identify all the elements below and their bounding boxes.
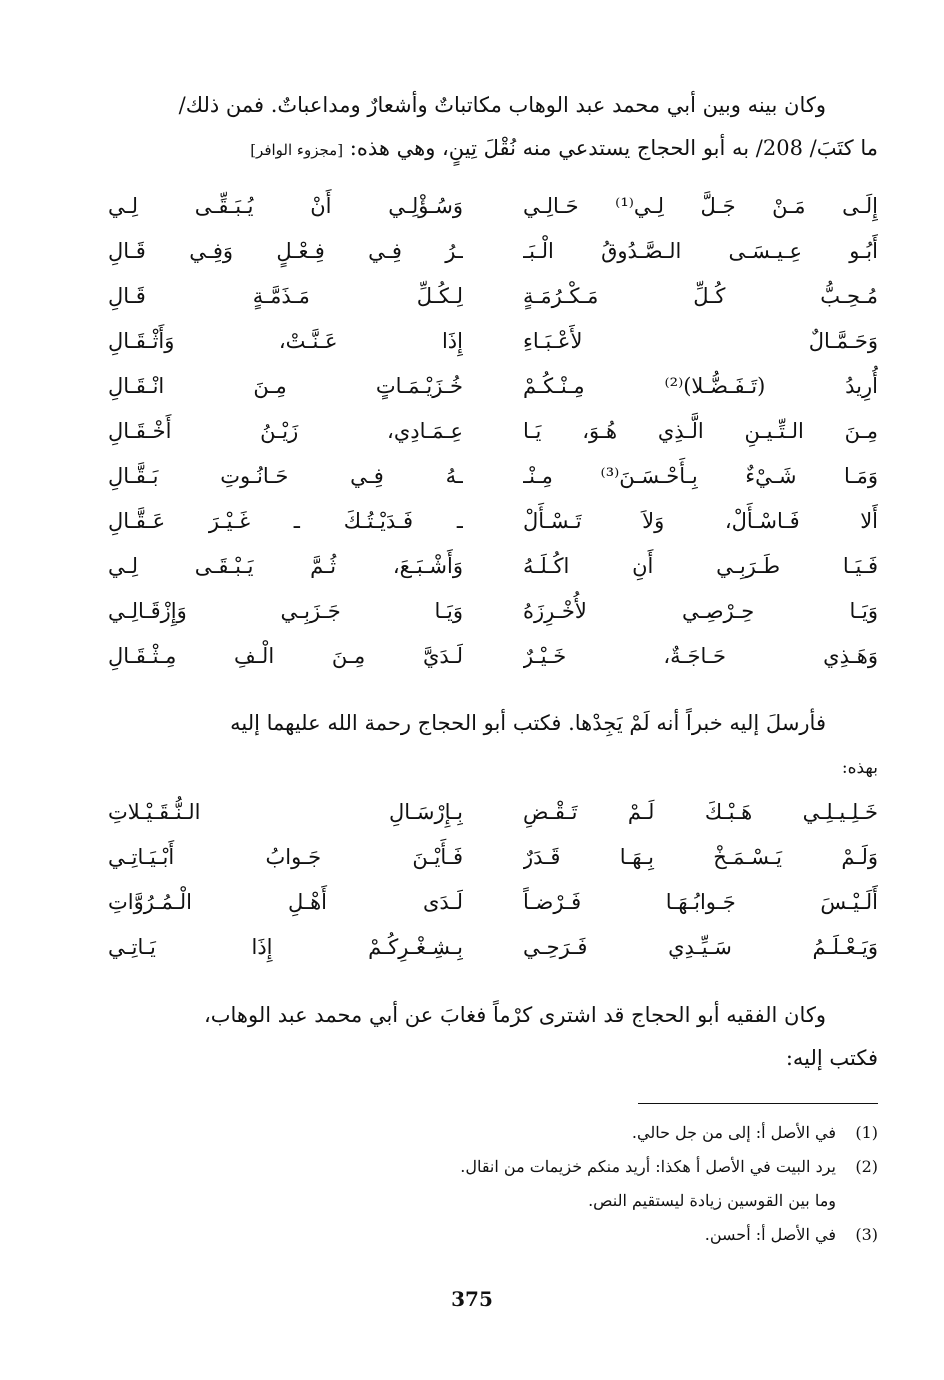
verse-second-hemistich: خُـزَيْـمَـاتٍ مِـنَ انْـقَـالِ [108,374,463,398]
intro-paragraph-text [108,84,878,172]
verse-second-hemistich: ـهُ فِـي حَـانُـوتِ بَـقَّـالِ [108,464,463,488]
verse-second-hemistich: ـ فَـدَيْـتُـكَ ـ غَـيْـرَ عَـقَّـالِ [108,509,463,533]
poem-verse [108,454,878,499]
verse-second-hemistich: لِـكُـلِّ مَـذَمَّـةٍ قَـالِ [108,284,463,308]
footnote-text: في الأصل أ: إلى من جل حالي. [631,1123,836,1142]
footnote-text: يرد البيت في الأصل أ هكذا: أريد منكم خزيمات من انقال. [460,1157,836,1176]
poem-verse [108,274,878,319]
verse-second-hemistich: فَـأَيْـنَ جَـوابُ أَبْـيَـاتِـي [108,845,463,869]
footnote [108,1116,878,1150]
verse-second-hemistich: بِـإِرْسَـالِ الـنُّـقَـيْـلاتِ [108,800,463,824]
verse-first-hemistich: أَلا فَـاسْـأَلْ، وَلاَ تَـسْـأَلْ [523,509,878,533]
verse-first-hemistich: وَهَـذِي حَـاجَـةٌ، خَـيْـرٌ [523,644,878,668]
verse-first-hemistich: خَـلِـيـلِـي هَـبْـكَ لَـمْ تَـقْـضِ [523,800,878,824]
verse-first-hemistich: وَيَـا حِـرْصِـي لأُخْـرِزَهُ [523,599,878,623]
closing-paragraph-text [108,994,878,1080]
poem-verse [108,634,878,679]
footnote [108,1150,878,1184]
intro-line-2: ما كتَبَ/ 208/ به أبو الحجاج يستدعي منه نُقْلَ تِينٍ، وهي هذه: [349,136,878,160]
poem-verse [108,880,878,925]
middle-paragraph [108,702,878,790]
verse-second-hemistich: لَـدَى أَهْـلِ الْـمُـرُوَّاتِ [108,890,463,914]
poem-verse [108,544,878,589]
poem-verse [108,184,878,229]
poem-verse [108,925,878,970]
verse-second-hemistich: وَيَـا جَـزَبِـي وَإِزْقَـالِـي [108,599,463,623]
closing-line-1: وكان الفقيه أبو الحجاج قد اشترى كرْماً فغابَ عن أبي محمد عبد الوهاب، [203,1003,826,1027]
verse-second-hemistich: إِذَا عَـنَّـتْ، وَأَثْـقَـالِ [108,329,463,353]
verse-first-hemistich: أَبُـو عِـيـسَـى الـصَّـدُوقُ الْـبَـ [523,239,878,263]
verse-first-hemistich: مُـحِـبُّ كُـلِّ مَـكْـرُمَـةٍ [523,284,878,308]
intro-line-1: وكان بينه وبين أبي محمد عبد الوهاب مكاتباتٌ وأشعارٌ ومداعباتٌ. فمن ذلك/ [178,93,826,117]
middle-line-1: فأرسلَ إليه خبراً أنه لَمْ يَجِدْها. فكتب أبو الحجاج رحمة الله عليهما إليه [230,711,826,735]
verse-first-hemistich: وَمَـا شَـيْءٌ بِـأَحْـسَـنَ⁽³⁾ مِـنْـ [523,464,878,488]
footnote-marker: (1) [855,1123,878,1142]
poem-one [108,184,878,679]
footnote-text: وما بين القوسين زيادة ليستقيم النص. [588,1191,836,1210]
poem-verse [108,319,878,364]
verse-second-hemistich: وَأَشْـبَـعَ، ثُـمَّ يَـبْـقَـى لِـي [108,554,463,578]
closing-line-2: فكتب إليه: [785,1046,878,1070]
footnote-separator [638,1103,878,1104]
closing-paragraph [108,994,878,1080]
verse-first-hemistich: مِـنَ الـتِّـيـنِ الَّـذِي هُـوَ، يَـا [523,419,878,443]
poem-verse [108,499,878,544]
verse-first-hemistich: إِلَـى مَـنْ جَـلَّ لِـي⁽¹⁾ حَـالِـي [523,194,878,218]
poem-two [108,790,878,970]
footnote [108,1184,878,1218]
verse-first-hemistich: وَلَـمْ يَـسْـمَـخْ بِـهَـا قَـدَرٌ [523,845,878,869]
verse-second-hemistich: لَـدَيَّ مِـنَ الْـفِ مِـثْـقَـالِ [108,644,463,668]
footnote-marker: (2) [855,1157,878,1176]
verse-first-hemistich: وَيَـعْـلَـمُ سَـيِّـدِي فَـرَحِـي [523,935,878,959]
verse-second-hemistich: بِـشِـغْـرِكُـمْ إِذَا يَـاتِـي [108,935,463,959]
meter-label: [مجزوء الوافر] [250,141,344,159]
poem-verse [108,790,878,835]
footnote-text: في الأصل أ: أحسن. [704,1225,836,1244]
poem-verse [108,589,878,634]
footnotes [108,1116,878,1252]
poem-verse [108,229,878,274]
poem-verse [108,835,878,880]
poem-verse [108,409,878,454]
verse-first-hemistich: فَـيَـا طَـرَبِـي أَنِ اكُـلَـهُ [523,554,878,578]
footnote [108,1218,878,1252]
verse-second-hemistich: وَسُـؤْلِـي أَنْ يُـبَـقِّـى لِـي [108,194,463,218]
intro-paragraph [108,84,878,172]
verse-first-hemistich: أُرِيدُ (تَـفَـضُّـلا)⁽²⁾ مِـنْـكُـمْ [523,374,878,398]
middle-line-2: بهذه: [841,758,878,778]
verse-second-hemistich: ـرُ فِـي فِـعْـلٍ وَفِـي قَـالِ [108,239,463,263]
poem-verse [108,364,878,409]
middle-paragraph-text [108,702,878,790]
page-number: 375 [451,1287,493,1311]
verse-first-hemistich: وَحَـمَّـالٌ لأَعْـبَـاءِ [523,329,878,353]
footnote-marker: (3) [855,1225,878,1244]
verse-first-hemistich: أَلَـيْـسَ جَـوابُـهَـا فَـرْضـاً [523,890,878,914]
verse-second-hemistich: عِـمَـادِي، زَيْـنُ أَخْـقَـالِ [108,419,463,443]
